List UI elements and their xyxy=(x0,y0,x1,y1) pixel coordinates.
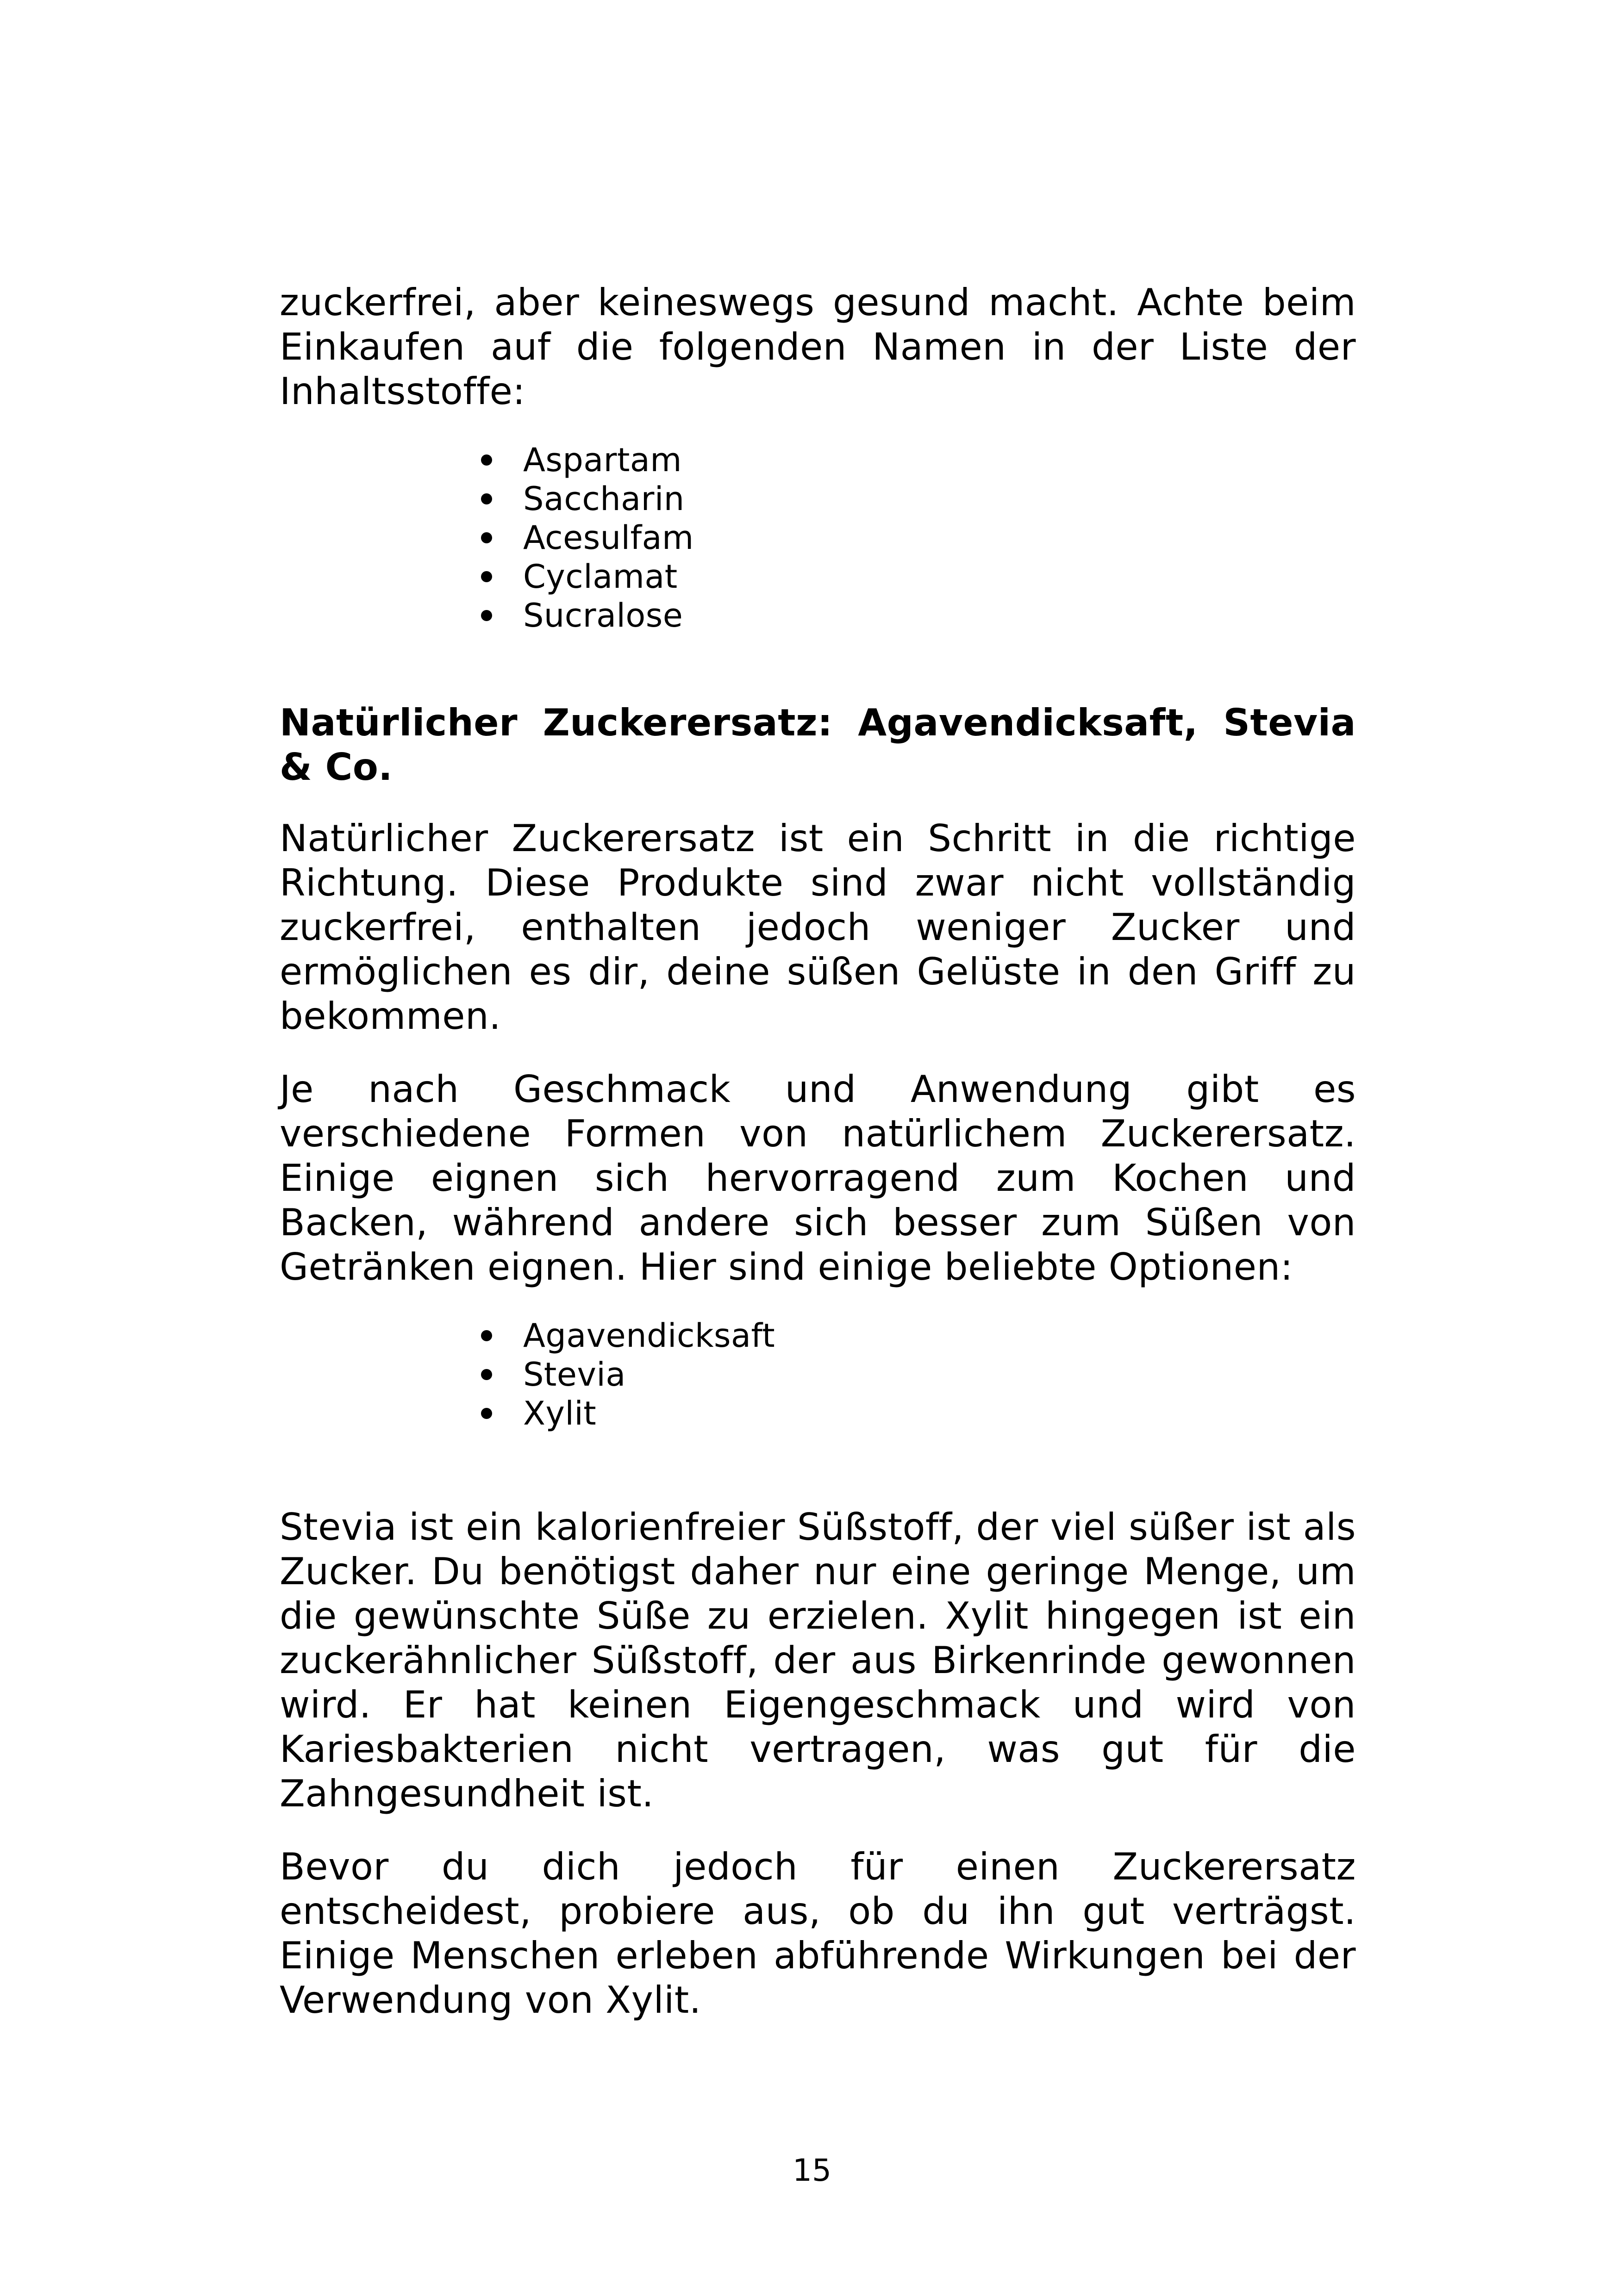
list-item-label: Agavendicksaft xyxy=(523,1317,775,1355)
list-item xyxy=(280,441,1356,479)
paragraph-intro: zuckerfrei, aber keineswegs gesund macht. Achte beim Einkaufen auf die folgenden Namen in der Liste der Inhaltsstoffe: xyxy=(280,281,1356,413)
paragraph-caution: Bevor du dich jedoch für einen Zuckerersatz entscheidest, probiere aus, ob du ihn gut verträgst. Einige Menschen erleben abführende Wirkungen bei der Verwendung von Xylit. xyxy=(280,1845,1356,2022)
list-item xyxy=(280,479,1356,518)
list-item-label: Xylit xyxy=(523,1394,597,1432)
list-item xyxy=(280,1355,1356,1394)
list-item-label: Sucralose xyxy=(523,597,683,635)
list-item-label: Cyclamat xyxy=(523,558,678,596)
section-heading: Natürlicher Zuckerersatz: Agavendicksaft, Stevia & Co. xyxy=(280,701,1356,789)
list-item-label: Saccharin xyxy=(523,480,685,518)
page-number: 15 xyxy=(793,2153,831,2188)
list-item xyxy=(280,1394,1356,1433)
list-item xyxy=(280,557,1356,596)
list-item-label: Acesulfam xyxy=(523,519,694,557)
list-item-label: Stevia xyxy=(523,1356,626,1394)
list-item xyxy=(280,596,1356,635)
sweeteners-list xyxy=(280,441,1356,635)
paragraph-stevia-xylit: Stevia ist ein kalorienfreier Süßstoff, der viel süßer ist als Zucker. Du benötigst daher nur eine geringe Menge, um die gewünschte Süße zu erzielen. Xylit hingegen ist ein zuckerähnlicher Süßstoff, der aus Birkenrinde gewonnen wird. Er hat keinen Eigengeschmack und wird von Kariesbakterien nicht vertragen, was gut für die Zahngesundheit ist. xyxy=(280,1506,1356,1815)
bullet-icon xyxy=(481,571,492,582)
bullet-icon xyxy=(481,493,492,504)
paragraph-natural-1: Natürlicher Zuckerersatz ist ein Schritt in die richtige Richtung. Diese Produkte sind zwar nicht vollständig zuckerfrei, enthalten jedoch weniger Zucker und ermöglichen es dir, deine süßen Gelüste in den Griff zu bekommen. xyxy=(280,817,1356,1038)
bullet-icon xyxy=(481,610,492,621)
bullet-icon xyxy=(481,1408,492,1419)
list-item xyxy=(280,518,1356,557)
bullet-icon xyxy=(481,1369,492,1380)
list-item-label: Aspartam xyxy=(523,441,682,479)
bullet-icon xyxy=(481,454,492,466)
bullet-icon xyxy=(481,532,492,543)
bullet-icon xyxy=(481,1330,492,1341)
paragraph-natural-2: Je nach Geschmack und Anwendung gibt es verschiedene Formen von natürlichem Zuckerersatz. Einige eignen sich hervorragend zum Kochen und Backen, während andere sich besser zum Süßen von Getränken eignen. Hier sind einige beliebte Optionen: xyxy=(280,1068,1356,1288)
natural-sweeteners-list xyxy=(280,1316,1356,1433)
list-item xyxy=(280,1316,1356,1355)
page-content xyxy=(280,280,1356,2022)
